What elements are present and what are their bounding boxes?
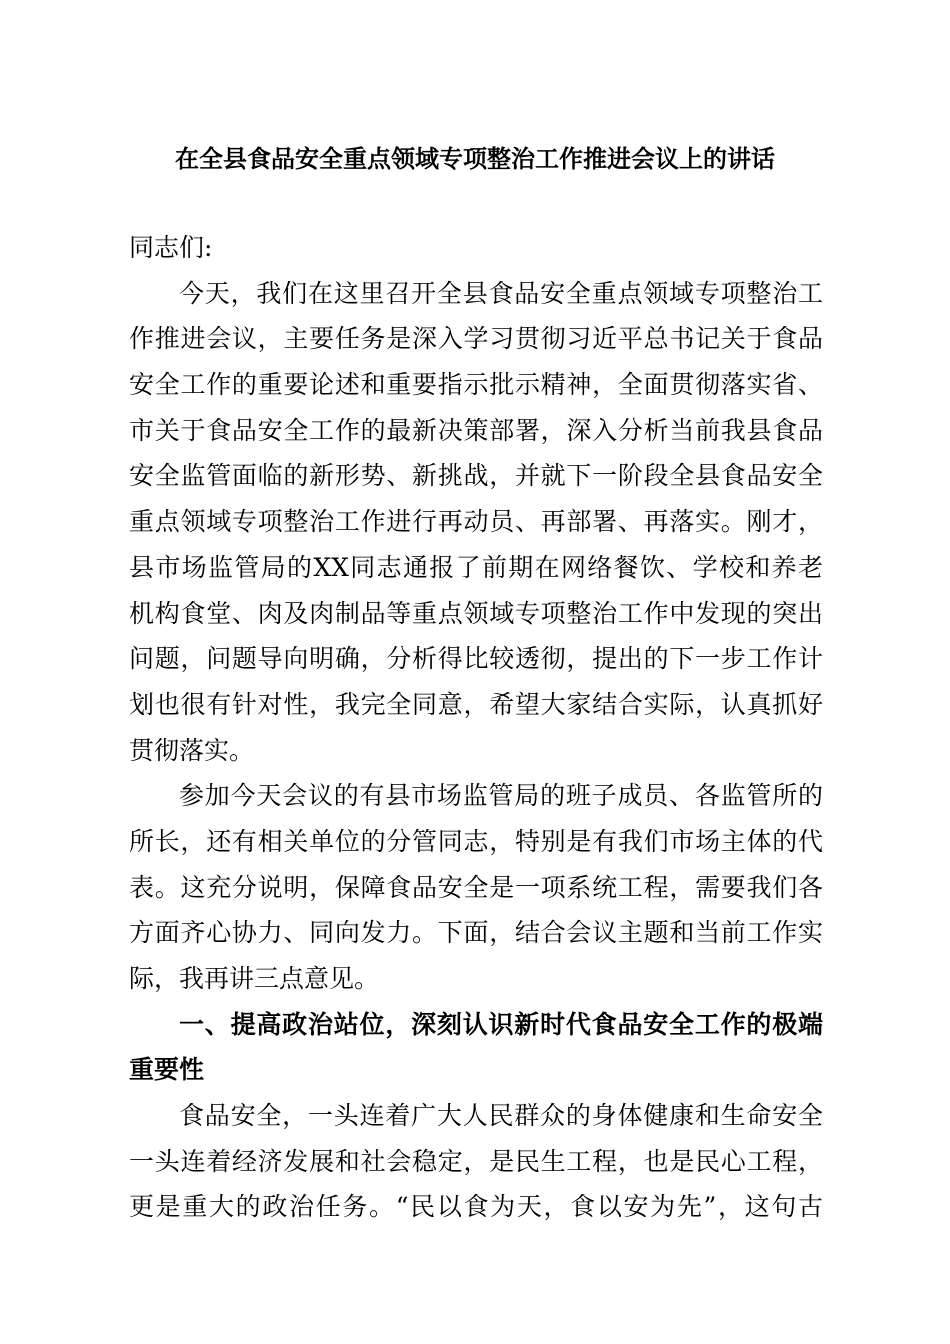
paragraph-line: 机构食堂、肉及肉制品等重点领域专项整治工作中发现的突出 (129, 598, 823, 628)
paragraph-line: 贯彻落实。 (129, 735, 255, 765)
paragraph-line: 表。这充分说明，保障食品安全是一项系统工程，需要我们各 (129, 872, 823, 902)
paragraph-line: 县市场监管局的XX同志通报了前期在网络餐饮、学校和养老 (129, 552, 823, 582)
section-heading-line: 重要性 (129, 1055, 205, 1085)
paragraph-line: 安全工作的重要论述和重要指示批示精神，全面贯彻落实省、 (129, 370, 823, 400)
paragraph-line: 安全监管面临的新形势、新挑战，并就下一阶段全县食品安全 (129, 461, 823, 491)
paragraph-line: 同志们: (129, 233, 213, 262)
document-body (129, 225, 823, 1230)
paragraph-line: 参加今天会议的有县市场监管局的班子成员、各监管所的 (179, 781, 823, 811)
paragraph-line: 方面齐心协力、同向发力。下面，结合会议主题和当前工作实 (129, 918, 823, 948)
paragraph-line: 市关于食品安全工作的最新决策部署，深入分析当前我县食品 (129, 415, 823, 445)
paragraph-line: 际，我再讲三点意见。 (129, 964, 380, 993)
document-title: 在全县食品安全重点领域专项整治工作推进会议上的讲话 (175, 144, 775, 173)
paragraph-line: 更是重大的政治任务。“民以食为天，食以安为先”，这句古 (129, 1192, 823, 1222)
paragraph-line: 作推进会议，主要任务是深入学习贯彻习近平总书记关于食品 (129, 324, 823, 354)
paragraph-line: 重点领域专项整治工作进行再动员、再部署、再落实。刚才， (129, 507, 823, 537)
paragraph-line: 问题，问题导向明确，分析得比较透彻，提出的下一步工作计 (129, 644, 823, 674)
paragraph-line: 划也很有针对性，我完全同意，希望大家结合实际，认真抓好 (129, 689, 823, 719)
paragraph-line: 一头连着经济发展和社会稳定，是民生工程，也是民心工程， (129, 1146, 823, 1176)
paragraph-line: 食品安全，一头连着广大人民群众的身体健康和生命安全 (179, 1101, 823, 1131)
paragraph-line: 所长，还有相关单位的分管同志，特别是有我们市场主体的代 (129, 826, 823, 856)
paragraph-line: 今天，我们在这里召开全县食品安全重点领域专项整治工 (179, 278, 823, 308)
section-heading-line: 一、提高政治站位，深刻认识新时代食品安全工作的极端 (179, 1009, 823, 1039)
